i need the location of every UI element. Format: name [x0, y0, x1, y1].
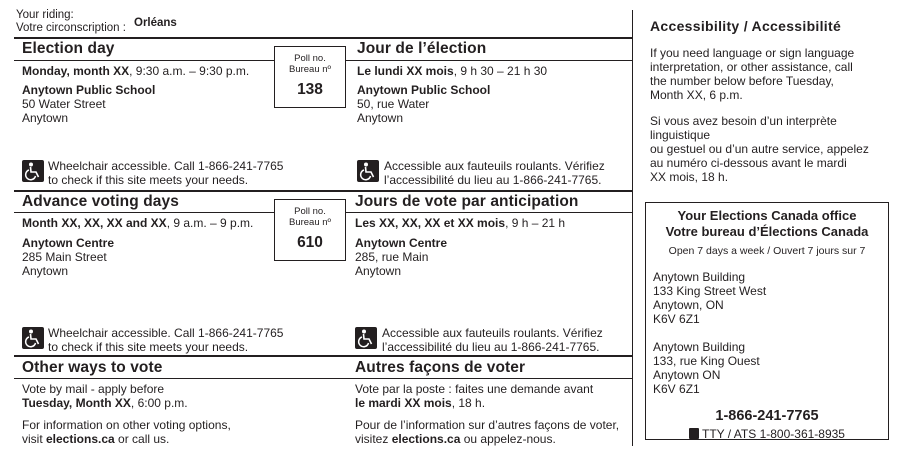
- rule-other-ways-top: [14, 355, 633, 357]
- office-address-en: Anytown Building 133 King Street West Anytown, ON K6V 6Z1: [653, 270, 767, 326]
- poll-number: 138: [297, 81, 323, 98]
- info-en-2: visit elections.ca or call us.: [22, 432, 170, 446]
- election-day-address-fr: 50, rue Water: [357, 97, 430, 111]
- accessibility-title: Accessibility / Accessibilité: [650, 18, 842, 34]
- wheelchair-icon: [355, 327, 377, 349]
- election-day-city-fr: Anytown: [357, 111, 404, 125]
- other-ways-title-en: Other ways to vote: [22, 359, 163, 376]
- rule-election-day-top: [14, 37, 633, 39]
- advance-access-en-1: Wheelchair accessible. Call 1-866-241-7765: [48, 326, 284, 340]
- poll-label-fr: Bureau nº: [288, 217, 332, 228]
- poll-number-box: [274, 46, 346, 108]
- advance-address-fr: 285, rue Main: [355, 250, 429, 264]
- advance-access-en-2: to check if this site meets your needs.: [48, 340, 249, 354]
- mail-deadline-en: Tuesday, Month XX, 6:00 p.m.: [22, 396, 188, 410]
- election-day-access-en-2: to check if this site meets your needs.: [48, 173, 249, 187]
- poll-number: 610: [297, 234, 323, 251]
- advance-place-fr: Anytown Centre: [355, 236, 448, 250]
- wheelchair-icon: [22, 160, 44, 182]
- election-day-access-en-1: Wheelchair accessible. Call 1-866-241-7765: [48, 159, 284, 173]
- riding-label-en: Your riding:: [16, 9, 74, 21]
- poll-label-fr: Bureau nº: [288, 64, 332, 75]
- elections-link[interactable]: elections.ca: [391, 432, 461, 446]
- election-day-place-en: Anytown Public School: [22, 83, 156, 97]
- info-fr-2: visitez elections.ca ou appelez-nous.: [355, 432, 556, 446]
- election-day-access-fr-2: l’accessibilité du lieu au 1-866-241-7765.: [384, 173, 602, 187]
- elections-link[interactable]: elections.ca: [46, 432, 115, 446]
- advance-title-fr: Jours de vote par anticipation: [355, 193, 579, 210]
- office-title-en: Your Elections Canada office: [677, 208, 857, 223]
- riding-label-fr: Votre circonscription :: [16, 22, 126, 34]
- poll-label-en: Poll no.: [294, 53, 326, 64]
- column-divider: [632, 10, 633, 446]
- info-fr-1: Pour de l’information sur d’autres façons de voter,: [355, 418, 620, 432]
- accessibility-fr: Si vous avez besoin d’un interprète linguistique ou gestuel ou d’un autre service, appelez au numéro ci-dessous avant le mardi XX mois, 18 h.: [650, 114, 869, 184]
- office-hours: Open 7 days a week / Ouvert 7 jours sur 7: [668, 245, 866, 257]
- advance-title-en: Advance voting days: [22, 193, 179, 210]
- election-day-address-en: 50 Water Street: [22, 97, 106, 111]
- office-title-fr: Votre bureau d’Élections Canada: [665, 224, 869, 239]
- advance-access-fr-1: Accessible aux fauteuils roulants. Vérifiez: [382, 326, 603, 340]
- other-ways-title-fr: Autres façons de voter: [355, 359, 526, 376]
- office-address-fr: Anytown Building 133, rue King Ouest Anytown ON K6V 6Z1: [653, 340, 760, 396]
- advance-city-en: Anytown: [22, 264, 69, 278]
- office-phone[interactable]: 1-866-241-7765: [715, 408, 819, 424]
- advance-date-en: Month XX, XX, XX and XX, 9 a.m. – 9 p.m.: [22, 216, 254, 230]
- wheelchair-icon: [357, 160, 379, 182]
- election-day-access-fr-1: Accessible aux fauteuils roulants. Vérifiez: [384, 159, 605, 173]
- wheelchair-icon: [22, 327, 44, 349]
- mail-vote-en: Vote by mail - apply before: [22, 382, 165, 396]
- election-day-date-en: Monday, month XX, 9:30 a.m. – 9:30 p.m.: [22, 64, 250, 78]
- advance-date-fr: Les XX, XX, XX et XX mois, 9 h – 21 h: [355, 216, 566, 230]
- advance-city-fr: Anytown: [355, 264, 402, 278]
- poll-label-en: Poll no.: [294, 206, 326, 217]
- office-tty: TTY / ATS 1-800-361-8935: [646, 427, 888, 441]
- advance-place-en: Anytown Centre: [22, 236, 115, 250]
- mail-deadline-fr: le mardi XX mois, 18 h.: [355, 396, 486, 410]
- election-day-title-en: Election day: [22, 40, 115, 57]
- rule-advance-top: [14, 190, 633, 192]
- election-day-city-en: Anytown: [22, 111, 69, 125]
- advance-address-en: 285 Main Street: [22, 250, 107, 264]
- poll-number-box: [274, 199, 346, 261]
- office-box: [645, 202, 889, 440]
- election-day-place-fr: Anytown Public School: [357, 83, 491, 97]
- riding-name: Orléans: [134, 17, 177, 29]
- rule-other-ways-sub: [14, 378, 633, 379]
- info-en-1: For information on other voting options,: [22, 418, 231, 432]
- tty-icon: [689, 428, 699, 439]
- election-day-date-fr: Le lundi XX mois, 9 h 30 – 21 h 30: [357, 64, 548, 78]
- election-day-title-fr: Jour de l’élection: [357, 40, 487, 57]
- mail-vote-fr: Vote par la poste : faites une demande avant: [355, 382, 594, 396]
- accessibility-en: If you need language or sign language interpretation, or other assistance, call the number below before Tuesday, Month XX, 6 p.m.: [650, 46, 855, 102]
- advance-access-fr-2: l’accessibilité du lieu au 1-866-241-7765.: [382, 340, 600, 354]
